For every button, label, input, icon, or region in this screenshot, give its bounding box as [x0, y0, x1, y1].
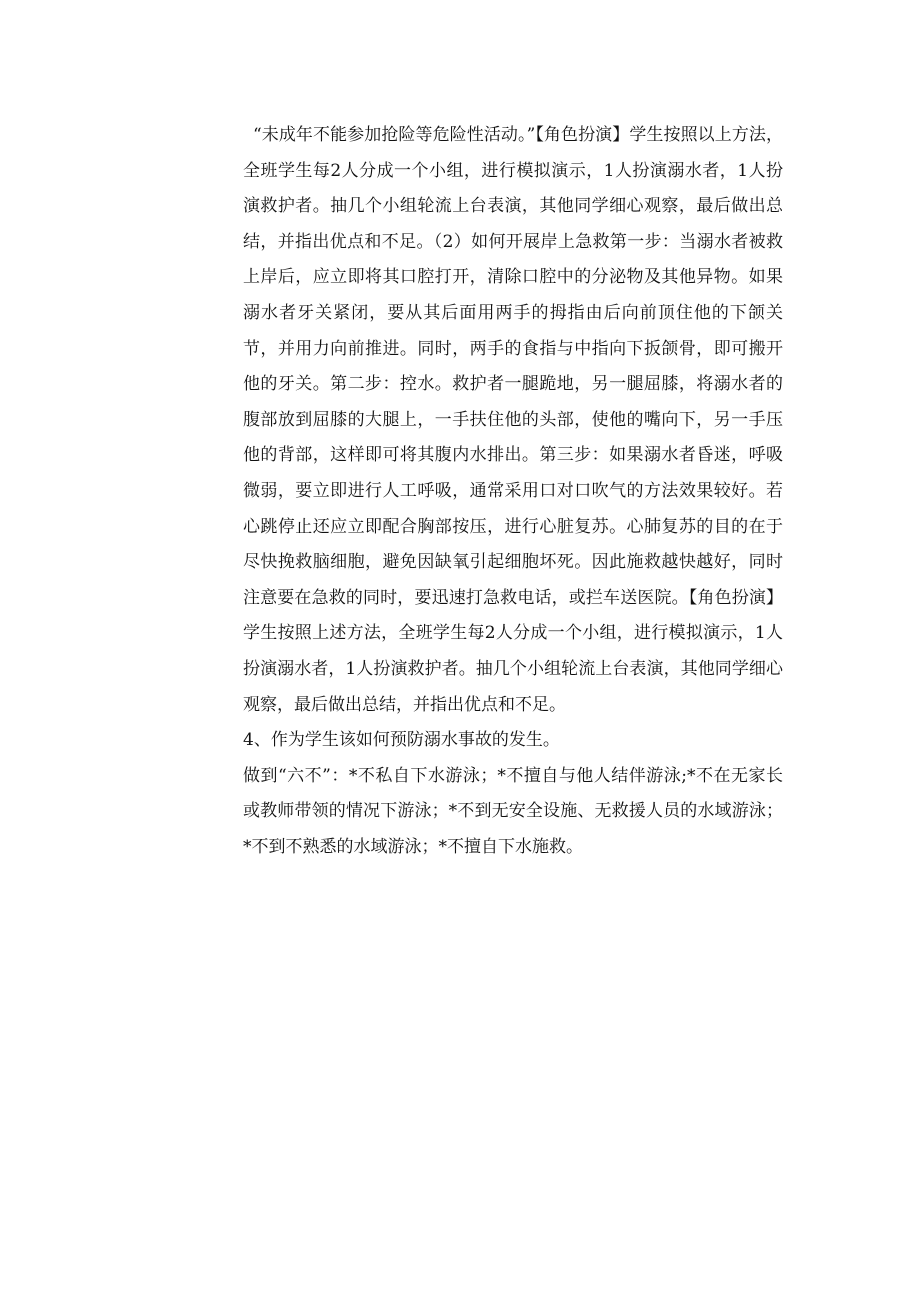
- first-aid-paragraph: “未成年不能参加抢险等危险性活动。”【角色扮演】学生按照以上方法，全班学生每2人分成一个小组，进行模拟演示，1人扮演溺水者，1人扮演救护者。抽几个小组轮流上台表演，其他同学细心观察，最后做出总结，并指出优点和不足。（2）如何开展岸上急救第一步：当溺水者被救上岸后，应立即将其口腔打开，清除口腔中的分泌物及其他异物。如果溺水者牙关紧闭，要从其后面用两手的拇指由后向前顶住他的下颌关节，并用力向前推进。同时，两手的食指与中指向下扳颌骨，即可搬开他的牙关。第二步：控水。救护者一腿跪地，另一腿屈膝，将溺水者的腹部放到屈膝的大腿上，一手扶住他的头部，使他的嘴向下，另一手压他的背部，这样即可将其腹内水排出。第三步：如果溺水者昏迷，呼吸微弱，要立即进行人工呼吸，通常采用口对口吹气的方法效果较好。若心跳停止还应立即配合胸部按压，进行心脏复苏。心肺复苏的目的在于尽快挽救脑细胞，避免因缺氧引起细胞坏死。因此施救越快越好，同时注意要在急救的同时，要迅速打急救电话，或拦车送医院。【角色扮演】学生按照上述方法，全班学生每2人分成一个小组，进行模拟演示，1人扮演溺水者，1人扮演救护者。抽几个小组轮流上台表演，其他同学细心观察，最后做出总结，并指出优点和不足。: [243, 125, 783, 715]
- document-body: [243, 118, 783, 865]
- section-heading-prevention: 4、作为学生该如何预防溺水事故的发生。: [243, 730, 560, 751]
- six-donts-paragraph: 做到“六不”：*不私自下水游泳；*不擅自与他人结伴游泳;*不在无家长或教师带领的情况下游泳；*不到无安全设施、无救援人员的水域游泳；*不到不熟悉的水域游泳；*不擅自下水施救。: [243, 765, 783, 857]
